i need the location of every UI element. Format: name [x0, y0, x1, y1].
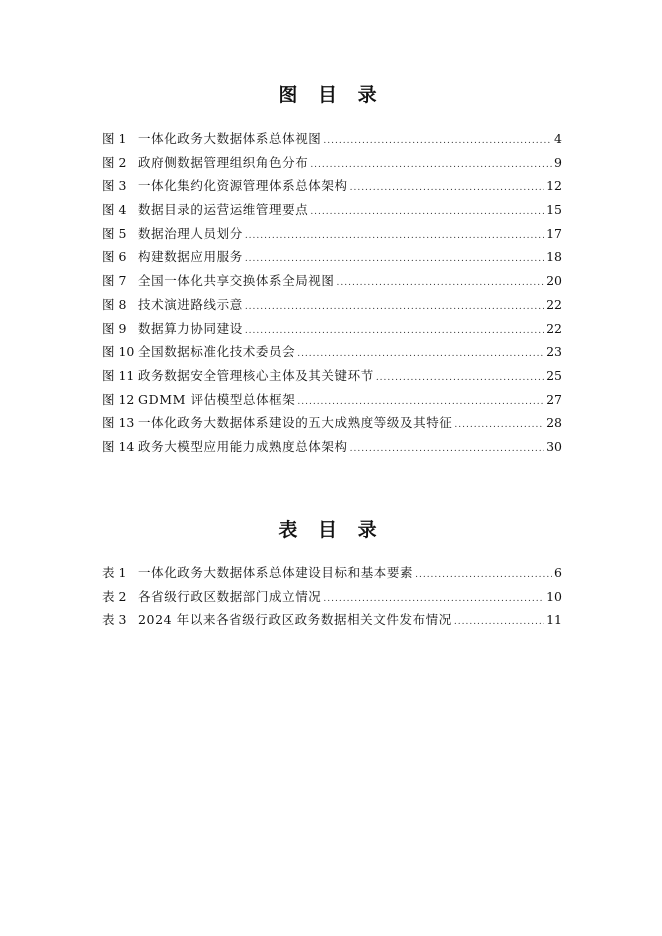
figure-label: 数据目录的运营运维管理要点	[138, 202, 309, 218]
figure-entry-8[interactable]	[102, 293, 562, 317]
figure-page: 25	[546, 367, 562, 383]
figures-list	[102, 127, 562, 459]
dot-leader	[245, 296, 544, 320]
dot-leader	[323, 130, 552, 154]
table-number: 表 2	[102, 588, 127, 604]
figure-label: 全国一体化共享交换体系全局视图	[138, 273, 335, 289]
figure-entry-4[interactable]	[102, 198, 562, 222]
figure-entry-10[interactable]	[102, 340, 562, 364]
figure-number: 图 14	[102, 438, 135, 454]
figure-page: 4	[554, 131, 562, 146]
figure-page: 28	[546, 415, 562, 431]
figure-page: 22	[546, 296, 562, 312]
figure-number: 图 9	[102, 320, 127, 336]
dot-leader	[310, 201, 544, 225]
figure-entry-7[interactable]	[102, 269, 562, 293]
figure-label: GDMM 评估模型总体框架	[138, 391, 296, 407]
figure-entry-9[interactable]	[102, 317, 562, 341]
figure-entry-5[interactable]	[102, 222, 562, 246]
figure-entry-14[interactable]	[102, 435, 562, 459]
figure-label: 政务数据安全管理核心主体及其关键环节	[138, 367, 374, 383]
figure-entry-11[interactable]	[102, 364, 562, 388]
figure-entry-2[interactable]	[102, 151, 562, 175]
dot-leader	[415, 564, 552, 588]
figure-entry-12[interactable]	[102, 388, 562, 412]
table-page: 6	[554, 565, 562, 580]
table-page: 11	[546, 612, 562, 628]
figure-page: 9	[554, 154, 562, 170]
table-entry-1[interactable]	[102, 561, 562, 585]
figure-page: 23	[546, 344, 562, 360]
figure-page: 17	[546, 225, 562, 241]
figure-label: 一体化政务大数据体系总体视图	[138, 131, 322, 146]
figure-number: 图 3	[102, 178, 127, 194]
table-label: 各省级行政区数据部门成立情况	[138, 588, 322, 604]
dot-leader	[337, 272, 545, 296]
figure-entry-6[interactable]	[102, 245, 562, 269]
figure-entry-13[interactable]	[102, 411, 562, 435]
table-number: 表 3	[102, 612, 127, 628]
figure-number: 图 7	[102, 273, 127, 289]
figure-entry-1[interactable]	[102, 127, 562, 151]
figure-number: 图 4	[102, 202, 127, 218]
figure-number: 图 2	[102, 154, 127, 170]
figure-label: 构建数据应用服务	[138, 249, 243, 265]
table-number: 表 1	[102, 565, 127, 580]
tables-list	[102, 561, 562, 632]
figure-page: 12	[546, 178, 562, 194]
figure-entry-3[interactable]	[102, 174, 562, 198]
table-page: 10	[546, 588, 562, 604]
figure-page: 27	[546, 391, 562, 407]
figure-label: 政府侧数据管理组织角色分布	[138, 154, 309, 170]
figure-label: 全国数据标准化技术委员会	[138, 344, 296, 360]
dot-leader	[376, 367, 544, 391]
figure-number: 图 1	[102, 131, 127, 146]
figure-page: 18	[546, 249, 562, 265]
tables-section-title: 表 目 录	[278, 519, 384, 541]
figure-page: 22	[546, 320, 562, 336]
figure-page: 20	[546, 273, 562, 289]
figure-number: 图 5	[102, 225, 127, 241]
dot-leader	[350, 177, 544, 201]
dot-leader	[454, 414, 544, 438]
figure-number: 图 13	[102, 415, 135, 431]
figure-label: 数据治理人员划分	[138, 225, 243, 241]
figure-label: 政务大模型应用能力成熟度总体架构	[138, 438, 348, 454]
figure-page: 30	[546, 438, 562, 454]
table-label: 2024 年以来各省级行政区政务数据相关文件发布情况	[138, 612, 452, 628]
figure-number: 图 10	[102, 344, 135, 360]
table-entry-3[interactable]	[102, 608, 562, 632]
dot-leader	[245, 225, 544, 249]
table-entry-2[interactable]	[102, 585, 562, 609]
table-label: 一体化政务大数据体系总体建设目标和基本要素	[138, 565, 414, 580]
figure-number: 图 11	[102, 367, 135, 383]
figure-label: 一体化集约化资源管理体系总体架构	[138, 178, 348, 194]
figure-page: 15	[546, 202, 562, 218]
figure-number: 图 8	[102, 296, 127, 312]
dot-leader	[350, 438, 544, 462]
figure-label: 技术演进路线示意	[138, 296, 243, 312]
figure-number: 图 6	[102, 249, 127, 265]
figure-number: 图 12	[102, 391, 135, 407]
figure-label: 一体化政务大数据体系建设的五大成熟度等级及其特征	[138, 415, 453, 431]
dot-leader	[454, 611, 544, 635]
figure-label: 数据算力协同建设	[138, 320, 243, 336]
figures-section-title: 图 目 录	[278, 84, 384, 106]
